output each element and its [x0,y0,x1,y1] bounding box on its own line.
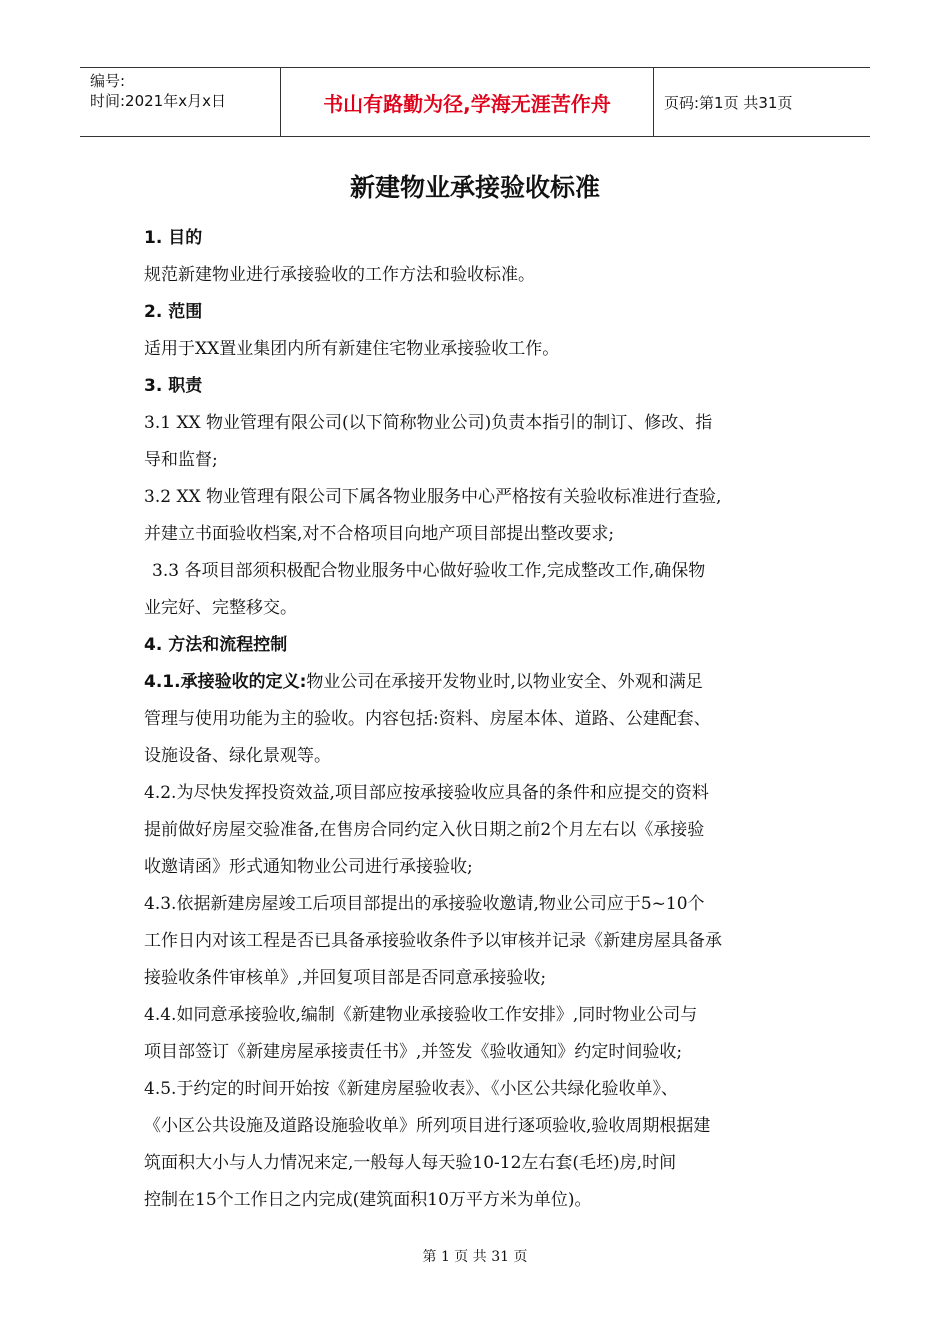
paragraph-line: 收邀请函》形式通知物业公司进行承接验收; [144,857,473,877]
paragraph-line: 4.3.依据新建房屋竣工后项目部提出的承接验收邀请,物业公司应于5~10个 [144,894,705,914]
paragraph-line: 3.3 各项目部须积极配合物业服务中心做好验收工作,完成整改工作,确保物 [152,561,706,581]
definition-text: 物业公司在承接开发物业时,以物业安全、外观和满足 [306,672,703,692]
header-page-info: 页码:第1页 共31页 [664,93,793,112]
document-title: 新建物业承接验收标准 [349,173,600,202]
paragraph-line: 控制在15个工作日之内完成(建筑面积10万平方米为单位)。 [144,1190,592,1210]
paragraph-line: 3.1 XX 物业管理有限公司(以下简称物业公司)负责本指引的制订、修改、指 [144,413,713,433]
paragraph-line: 并建立书面验收档案,对不合格项目向地产项目部提出整改要求; [144,524,615,544]
section-heading: 1. 目的 [144,228,203,248]
page-footer: 第 1 页 共 31 页 [422,1249,528,1265]
paragraph-line: 业完好、完整移交。 [144,598,297,618]
paragraph-line: 适用于XX置业集团内所有新建住宅物业承接验收工作。 [144,339,560,359]
paragraph-line: 管理与使用功能为主的验收。内容包括:资料、房屋本体、道路、公建配套、 [144,709,711,729]
paragraph-line: 接验收条件审核单》,并回复项目部是否同意承接验收; [144,968,547,988]
paragraph-line: 《小区公共设施及道路设施验收单》所列项目进行逐项验收,验收周期根据建 [144,1116,711,1136]
paragraph-line: 设施设备、绿化景观等。 [144,746,331,766]
paragraph-line: 规范新建物业进行承接验收的工作方法和验收标准。 [144,265,535,285]
paragraph-line [144,664,809,701]
paragraph-line: 3.2 XX 物业管理有限公司下属各物业服务中心严格按有关验收标准进行查验, [144,487,722,507]
paragraph-line: 4.5.于约定的时间开始按《新建房屋验收表》、《小区公共绿化验收单》、 [144,1079,678,1099]
page-header [80,67,870,137]
document-body [144,220,809,1219]
paragraph-line: 项目部签订《新建房屋承接责任书》,并签发《验收通知》约定时间验收; [144,1042,683,1062]
paragraph-line: 导和监督; [144,450,218,470]
section-heading: 4. 方法和流程控制 [144,635,288,655]
document-date: 时间:2021年x月x日 [90,92,226,110]
section-heading: 2. 范围 [144,302,203,322]
definition-term: 4.1.承接验收的定义: [144,672,307,692]
header-motto: 书山有路勤为径,学海无涯苦作舟 [281,68,654,136]
paragraph-line: 4.4.如同意承接验收,编制《新建物业承接验收工作安排》,同时物业公司与 [144,1005,698,1025]
paragraph-line: 4.2.为尽快发挥投资效益,项目部应按承接验收应具备的条件和应提交的资料 [144,783,709,803]
section-heading: 3. 职责 [144,376,203,396]
document-number-label: 编号: [90,72,126,90]
paragraph-line: 工作日内对该工程是否已具备承接验收条件予以审核并记录《新建房屋具备承 [144,931,722,951]
paragraph-line: 提前做好房屋交验准备,在售房合同约定入伙日期之前2个月左右以《承接验 [144,820,705,840]
paragraph-line: 筑面积大小与人力情况来定,一般每人每天验10-12左右套(毛坯)房,时间 [144,1153,677,1173]
header-meta [80,68,281,136]
